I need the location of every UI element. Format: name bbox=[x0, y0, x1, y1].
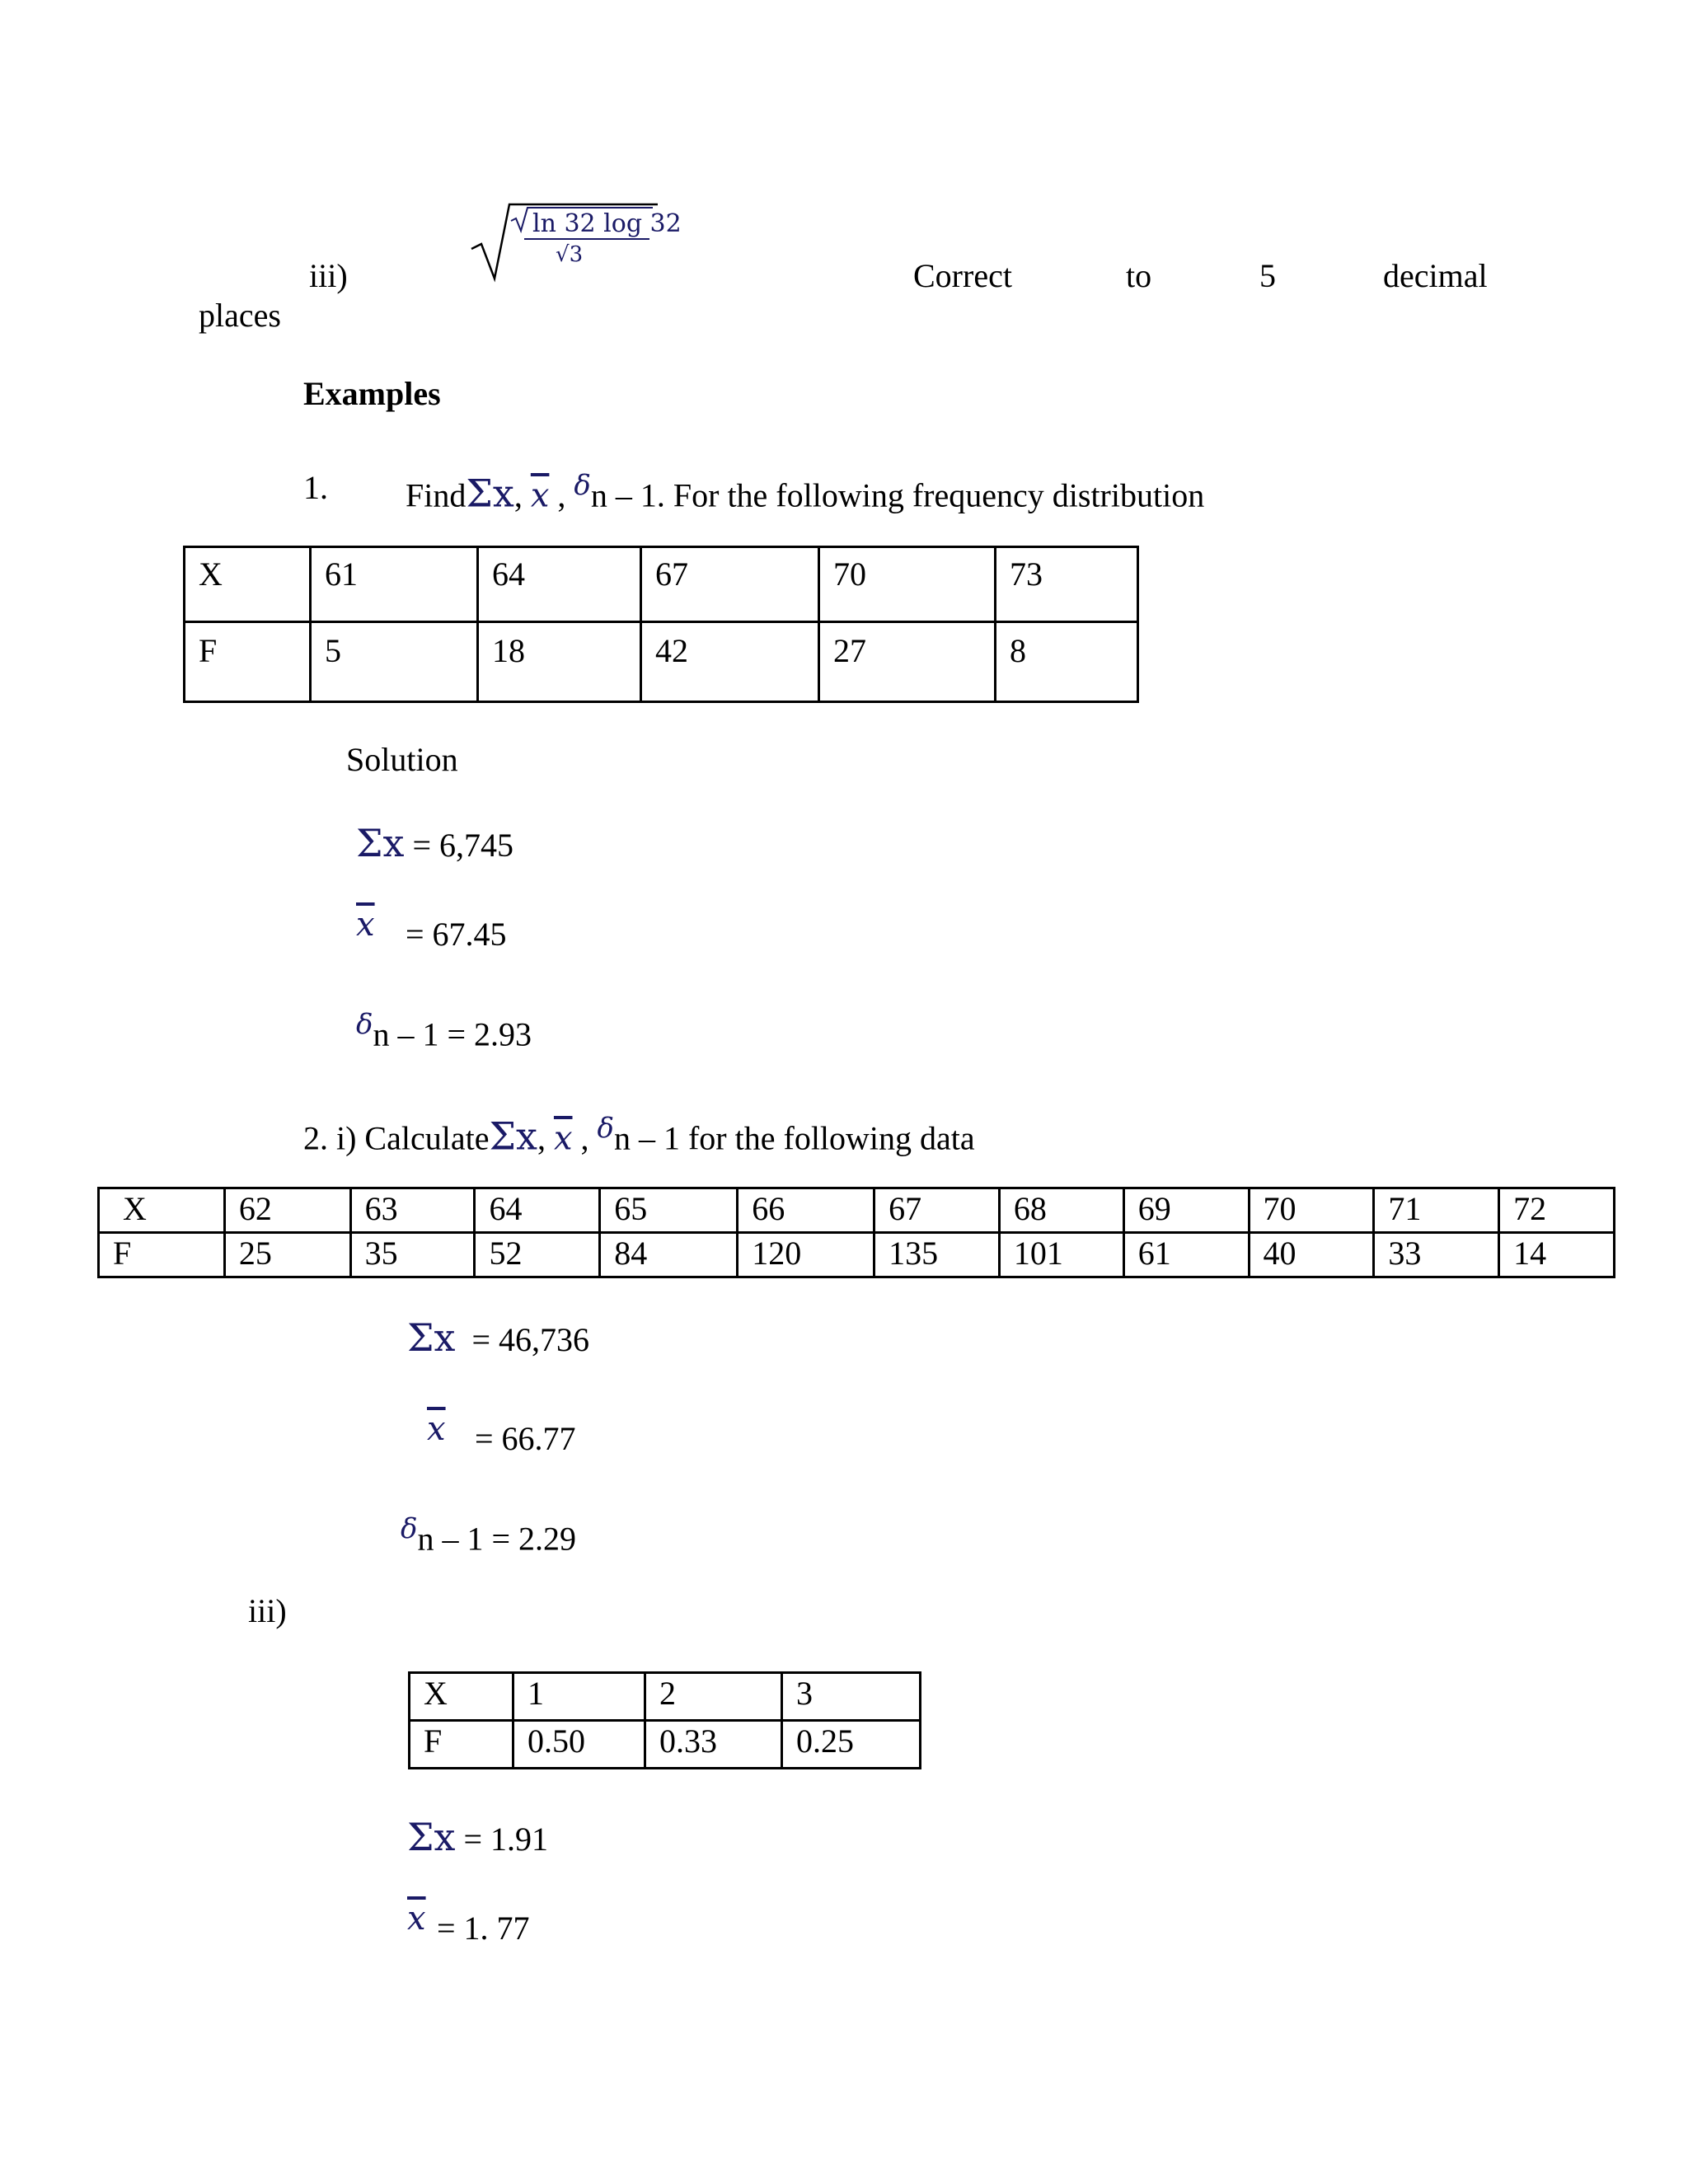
example1-rest: n – 1. For the following frequency distribution bbox=[590, 476, 1205, 514]
table-cell: 120 bbox=[738, 1233, 874, 1277]
mean-value: = 66.77 bbox=[475, 1420, 576, 1457]
table-cell: 65 bbox=[600, 1188, 738, 1233]
formula-denominator: √3 bbox=[556, 242, 584, 267]
mean-value: = 1. 77 bbox=[437, 1910, 530, 1947]
table-cell: 14 bbox=[1499, 1233, 1615, 1277]
sigma-x-symbol: Σx bbox=[407, 1315, 456, 1360]
table-cell: 73 bbox=[996, 547, 1138, 622]
example1-sd bbox=[356, 1010, 532, 1051]
table-cell: 101 bbox=[999, 1233, 1123, 1277]
word-places: places bbox=[199, 297, 281, 334]
table-cell: 52 bbox=[475, 1233, 600, 1277]
table-cell: 71 bbox=[1374, 1188, 1499, 1233]
table-cell: 72 bbox=[1499, 1188, 1615, 1233]
xbar-symbol: $\overline{x}$ bbox=[530, 476, 550, 515]
sd-value: n – 1 = 2.93 bbox=[373, 1015, 532, 1053]
xbar-symbol: $\overline{x}$ bbox=[427, 1410, 446, 1448]
table-cell: 135 bbox=[874, 1233, 1000, 1277]
example2-rest: n – 1 for the following data bbox=[613, 1119, 975, 1157]
sigma-x-symbol: Σx bbox=[489, 1113, 537, 1159]
table-cell: 0.25 bbox=[782, 1721, 921, 1769]
table-cell: 27 bbox=[819, 622, 996, 702]
xbar-symbol: $\overline{x}$ bbox=[356, 906, 375, 944]
table-cell: 1 bbox=[513, 1673, 645, 1721]
xbar-symbol: $\overline{x}$ bbox=[407, 1900, 426, 1938]
example2-sum bbox=[407, 1315, 590, 1360]
frequency-table-1 bbox=[183, 546, 1139, 703]
table-cell: F bbox=[99, 1233, 225, 1277]
table-row bbox=[410, 1673, 921, 1721]
table-cell: 3 bbox=[782, 1673, 921, 1721]
table-cell: 70 bbox=[1249, 1188, 1374, 1233]
table-row bbox=[185, 547, 1138, 622]
frequency-table-2 bbox=[97, 1187, 1615, 1278]
table-cell: X bbox=[185, 547, 311, 622]
table-cell: X bbox=[99, 1188, 225, 1233]
table-cell: 68 bbox=[999, 1188, 1123, 1233]
frequency-table-3 bbox=[408, 1671, 921, 1769]
part-iii-label: iii) bbox=[309, 257, 348, 294]
table-cell: 64 bbox=[475, 1188, 600, 1233]
sum-value: = 46,736 bbox=[471, 1321, 590, 1358]
sum-value: = 1.91 bbox=[463, 1821, 549, 1858]
example2-sd bbox=[401, 1512, 577, 1558]
table-cell: 61 bbox=[1123, 1233, 1249, 1277]
example2-mean bbox=[427, 1410, 576, 1457]
table-cell: 40 bbox=[1249, 1233, 1374, 1277]
mean-value: = 67.45 bbox=[406, 916, 507, 953]
delta-symbol: δ bbox=[356, 1008, 373, 1041]
sd-value: n – 1 = 2.29 bbox=[417, 1520, 577, 1558]
sigma-x-symbol: Σx bbox=[356, 821, 405, 865]
table-cell: 42 bbox=[641, 622, 819, 702]
example3-mean bbox=[407, 1900, 530, 1947]
table-cell: 35 bbox=[350, 1233, 475, 1277]
examples-heading: Examples bbox=[303, 375, 441, 412]
example1-sum bbox=[356, 821, 514, 865]
table-cell: 64 bbox=[478, 547, 641, 622]
table-cell: 33 bbox=[1374, 1233, 1499, 1277]
table-cell: 67 bbox=[641, 547, 819, 622]
solution-label: Solution bbox=[346, 741, 458, 778]
table-cell: 63 bbox=[350, 1188, 475, 1233]
table-cell: 18 bbox=[478, 622, 641, 702]
table-row bbox=[99, 1188, 1615, 1233]
table-cell: 8 bbox=[996, 622, 1138, 702]
table-cell: 69 bbox=[1123, 1188, 1249, 1233]
delta-symbol: δ bbox=[597, 1112, 614, 1145]
delta-symbol: δ bbox=[401, 1512, 418, 1545]
table-cell: 2 bbox=[645, 1673, 782, 1721]
word-decimal: decimal bbox=[1383, 257, 1488, 294]
table-cell: F bbox=[185, 622, 311, 702]
formula-numerator: ln 32 log 32 bbox=[532, 209, 682, 238]
table-cell: 25 bbox=[224, 1233, 350, 1277]
table-cell: 5 bbox=[311, 622, 478, 702]
table-cell: 66 bbox=[738, 1188, 874, 1233]
example3-label: iii) bbox=[248, 1592, 287, 1629]
example1-statement: FindΣx, $\overline{x}$ , $^\delta$n – 1. For the following frequency distribution bbox=[406, 469, 1205, 516]
sigma-x-symbol: Σx bbox=[407, 1815, 456, 1859]
sigma-x-symbol: Σx bbox=[466, 471, 514, 516]
table-row bbox=[410, 1721, 921, 1769]
delta-symbol: δ bbox=[574, 469, 591, 502]
word-to: to bbox=[1126, 257, 1152, 294]
example1-mean bbox=[356, 906, 507, 953]
table-cell: 61 bbox=[311, 547, 478, 622]
example2-intro: 2. i) Calculate bbox=[303, 1119, 490, 1157]
xbar-symbol: $\overline{x}$ bbox=[553, 1119, 573, 1158]
table-cell: 67 bbox=[874, 1188, 1000, 1233]
nested-sqrt-formula bbox=[470, 198, 682, 284]
sum-value: = 6,745 bbox=[412, 827, 514, 864]
table-cell: 62 bbox=[224, 1188, 350, 1233]
table-row bbox=[99, 1233, 1615, 1277]
table-row bbox=[185, 622, 1138, 702]
word-correct: Correct bbox=[913, 257, 1012, 294]
table-cell: F bbox=[410, 1721, 513, 1769]
word-5: 5 bbox=[1259, 257, 1276, 294]
table-cell: 84 bbox=[600, 1233, 738, 1277]
table-cell: 0.33 bbox=[645, 1721, 782, 1769]
example3-sum bbox=[407, 1815, 549, 1859]
example1-number: 1. bbox=[303, 469, 328, 506]
table-cell: 0.50 bbox=[513, 1721, 645, 1769]
example2-statement: 2. i) CalculateΣx, $\overline{x}$ , $^\delta$n – 1 for the following data bbox=[303, 1112, 975, 1159]
find-word: Find bbox=[406, 476, 467, 514]
table-cell: 70 bbox=[819, 547, 996, 622]
table-cell: X bbox=[410, 1673, 513, 1721]
